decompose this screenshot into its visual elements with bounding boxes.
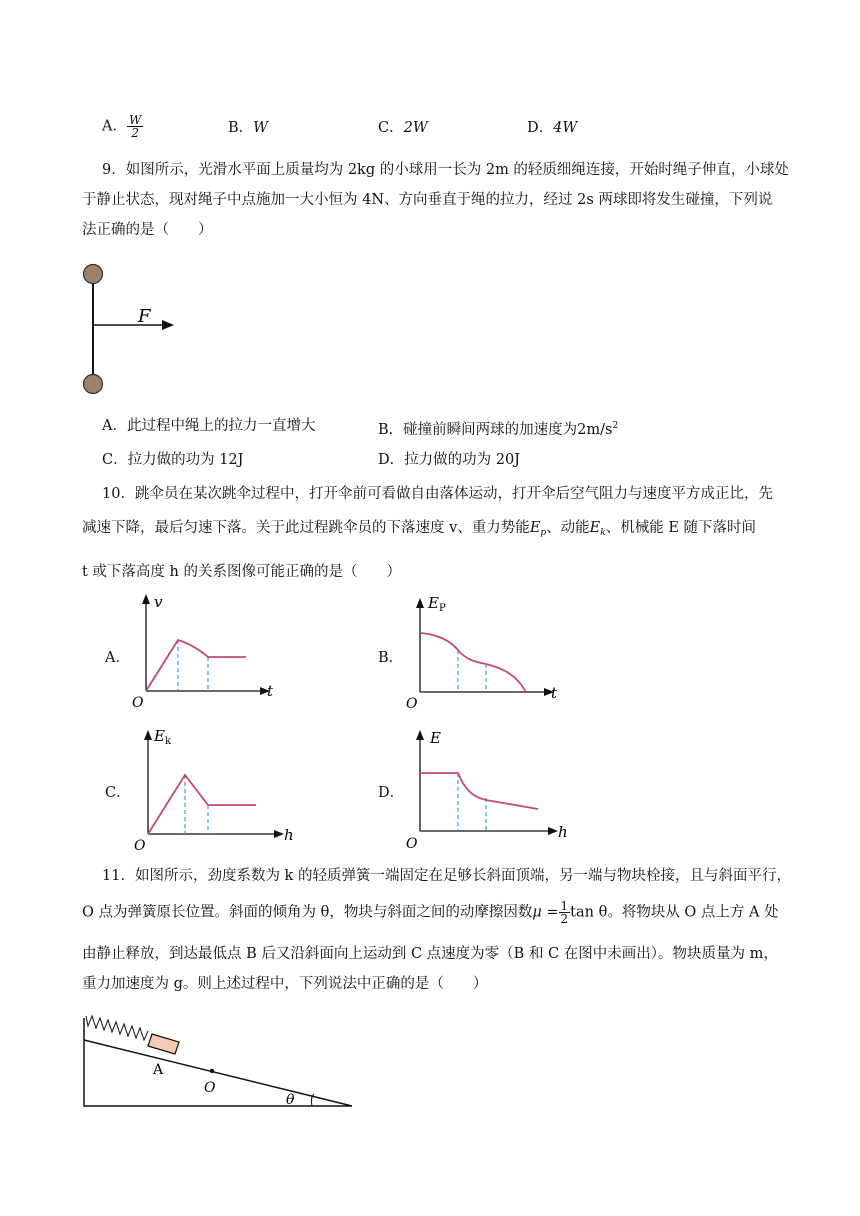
origin-label: O xyxy=(406,836,418,852)
point-o xyxy=(210,1069,214,1073)
q9-option-a: A．此过程中绳上的拉力一直增大 xyxy=(102,418,316,434)
force-label: F xyxy=(138,306,151,327)
origin-label: O xyxy=(406,696,418,708)
text-run: 、动能 xyxy=(546,520,590,536)
ball-bottom xyxy=(84,375,103,394)
y-axis-arrow-icon xyxy=(142,594,150,604)
block xyxy=(148,1034,179,1054)
option-value: 2m/s xyxy=(577,422,613,438)
ball-top xyxy=(84,265,103,284)
x-axis-arrow-icon xyxy=(274,830,284,838)
symbol: E xyxy=(529,520,541,536)
option-label: B． xyxy=(228,120,254,136)
spring xyxy=(86,1016,148,1040)
text-run: 减速下降，最后匀速下落。关于此过程跳伞员的下落速度 v、重力势能 xyxy=(82,520,530,536)
fraction xyxy=(559,900,571,925)
y-axis-arrow-icon xyxy=(416,598,424,608)
graph-b xyxy=(402,592,564,708)
block-label: A xyxy=(153,1062,164,1078)
symbol: E xyxy=(589,520,601,536)
q9-text-line3: 法正确的是（ ） xyxy=(82,222,213,238)
subscript: p xyxy=(540,528,547,538)
q8-option-c xyxy=(378,118,428,138)
q11-text-line4: 重力加速度为 g。则上述过程中，下列说法中正确的是（ ） xyxy=(82,976,488,992)
graph-a xyxy=(130,592,280,708)
x-axis-label: t xyxy=(551,684,558,702)
y-axis-label: E xyxy=(430,729,441,747)
option-label: C． xyxy=(378,120,404,136)
text-run: 、机械能 E 随下落时间 xyxy=(605,520,757,536)
mu-symbol: μ = xyxy=(532,904,559,921)
x-axis-label: h xyxy=(284,826,294,844)
y-axis-arrow-icon xyxy=(416,730,424,740)
q10-text-line3: t 或下落高度 h 的关系图像可能正确的是（ ） xyxy=(82,564,401,580)
q9-figure xyxy=(70,258,190,400)
graph-c xyxy=(130,724,298,852)
graph-a-label: A． xyxy=(105,650,130,666)
q8-option-d xyxy=(527,118,577,138)
superscript: 2 xyxy=(612,421,619,431)
graph-b-label: B． xyxy=(378,650,404,666)
y-axis-label xyxy=(153,727,172,747)
arrow-head-icon xyxy=(162,320,174,330)
fraction-numerator: W xyxy=(128,113,142,127)
curve xyxy=(146,640,246,691)
option-value: 2W xyxy=(403,120,428,136)
q8-option-b xyxy=(228,118,268,138)
graph-d xyxy=(402,724,572,852)
option-value: W xyxy=(253,120,269,136)
subscript: k xyxy=(600,528,606,538)
y-axis-symbol: E xyxy=(154,727,165,745)
option-label: D． xyxy=(527,120,554,136)
y-axis-subscript: k xyxy=(164,736,172,747)
x-axis-arrow-icon xyxy=(548,827,558,835)
q11-text-line2 xyxy=(82,900,779,925)
text-run: 。将物块从 O 点上方 A 处 xyxy=(607,904,779,921)
text-run: O 点为弹簧原长位置。斜面的倾角为 θ，物块与斜面之间的动摩擦因数 xyxy=(82,904,533,921)
angle-label: θ xyxy=(286,1092,295,1108)
y-axis-subscript: P xyxy=(438,603,446,614)
q9-text-line1: 9．如图所示，光滑水平面上质量均为 2kg 的小球用一长为 2m 的轻质细绳连接，开始时绳子伸直，小球处 xyxy=(102,162,789,178)
q10-text-line1: 10．跳伞员在某次跳伞过程中，打开伞前可看做自由落体运动，打开伞后空气阻力与速度平方成正比，先 xyxy=(102,486,773,502)
q11-text-line3: 由静止释放，到达最低点 B 后又沿斜面向上运动到 C 点速度为零（B 和 C 在图中未画出）。物块质量为 m， xyxy=(82,946,778,962)
fraction-denominator: 2 xyxy=(560,912,569,926)
q9-option-d: D．拉力做的功为 20J xyxy=(378,452,520,468)
curve xyxy=(420,773,538,809)
fraction-denominator: 2 xyxy=(131,126,139,140)
point-o-label: O xyxy=(204,1080,216,1096)
origin-label: O xyxy=(134,838,146,852)
q9-option-c: C．拉力做的功为 12J xyxy=(102,452,244,468)
y-axis-arrow-icon xyxy=(144,730,152,740)
curve xyxy=(420,633,526,692)
fraction-numerator: 1 xyxy=(560,899,569,913)
q10-text-line2 xyxy=(82,518,756,543)
y-axis-label: v xyxy=(154,593,163,611)
option-label: A． xyxy=(102,118,127,135)
q9-option-b xyxy=(378,416,618,440)
graph-c-label: C． xyxy=(105,785,131,801)
option-text: B．碰撞前瞬间两球的加速度为 xyxy=(378,422,578,438)
x-axis-label: h xyxy=(558,823,568,841)
y-axis-symbol: E xyxy=(428,594,439,612)
q8-option-a xyxy=(102,114,143,139)
y-axis-label xyxy=(427,594,446,614)
q9-text-line2: 于静止状态，现对绳子中点施加一大小恒为 4N、方向垂直于绳的拉力，经过 2s 两球即将发生碰撞，下列说 xyxy=(82,192,773,208)
tan-expression: tan θ xyxy=(570,904,608,921)
incline xyxy=(84,1040,352,1106)
q11-text-line1: 11．如图所示，劲度系数为 k 的轻质弹簧一端固定在足够长斜面顶端，另一端与物块栓接，且与斜面平行， xyxy=(102,868,791,884)
option-value: 4W xyxy=(553,120,578,136)
q11-figure xyxy=(78,1010,362,1112)
origin-label: O xyxy=(132,695,144,708)
curve xyxy=(148,775,256,834)
fraction xyxy=(127,114,143,139)
x-axis-label: t xyxy=(267,682,274,700)
graph-d-label: D． xyxy=(378,785,405,801)
